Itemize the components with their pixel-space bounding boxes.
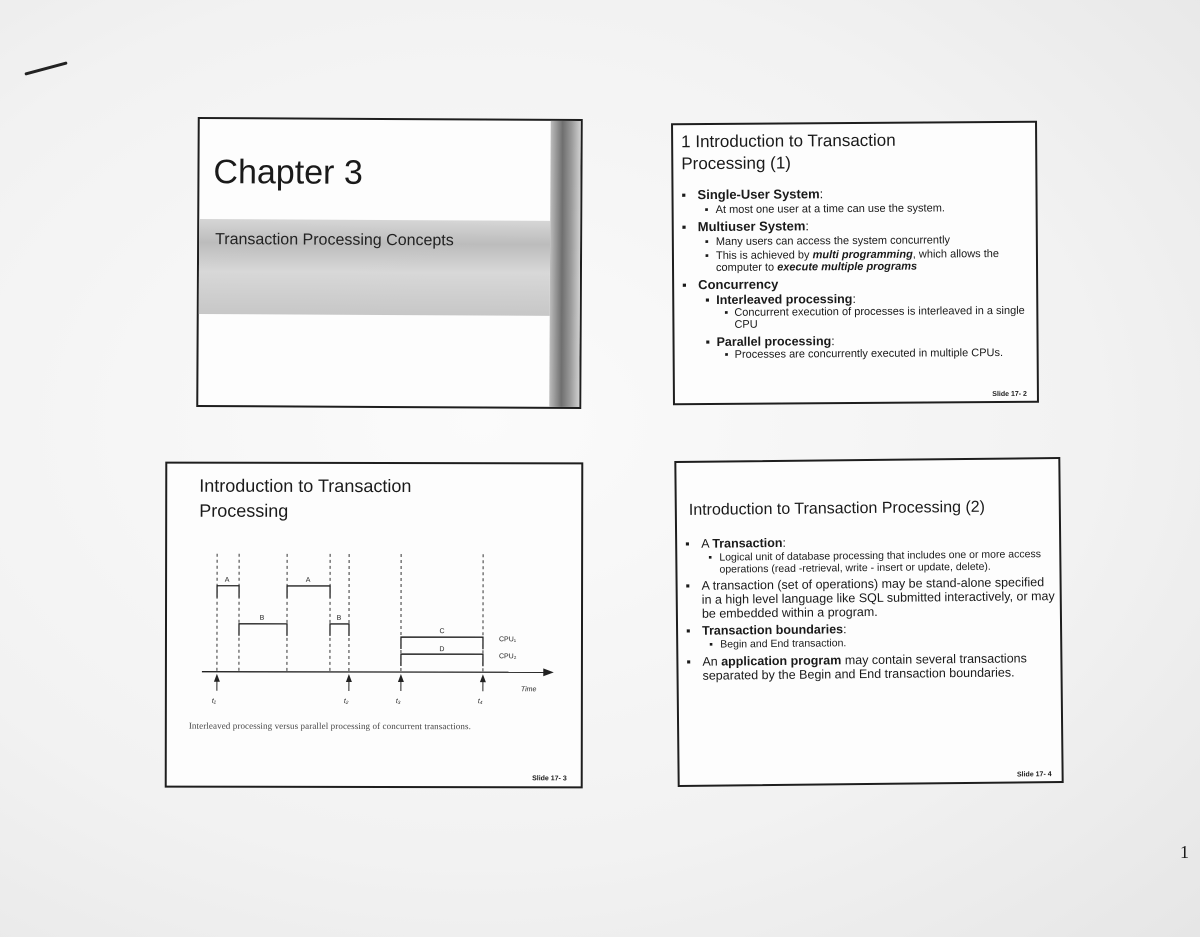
slide-4-heading: Introduction to Transaction Processing (2) (688, 498, 986, 519)
diagram-labels (212, 577, 537, 706)
label-cpu1: CPU₁ (498, 636, 517, 644)
label-t4: t₄ (477, 698, 483, 706)
multiuser-desc2-pre: This is achieved by (715, 249, 813, 262)
b4-bold: application program (721, 652, 842, 669)
slide-2-heading (681, 129, 981, 175)
bullet-single-user-desc: ▪ At most one user at a time can use the system. (674, 202, 1032, 216)
label-time: Time (520, 686, 537, 694)
diagram-markers (214, 674, 486, 691)
bullet-interleaved: ▪ Interleaved processing: (674, 290, 1032, 308)
label-t3: t₃ (395, 698, 401, 706)
bullet-parallel-desc: ▪ Processes are concurrently executed in multiple CPUs. (675, 348, 1033, 362)
multiuser-desc2-em: multi programming (812, 248, 913, 262)
slide-2-heading-line2: Processing (1) (681, 153, 791, 174)
slide-4 (674, 457, 1063, 787)
multiuser-label: Multiuser System (697, 218, 806, 235)
label-A-2: A (305, 576, 311, 584)
label-C: C (439, 628, 445, 636)
bullet-boundaries: ▪ Transaction boundaries: (678, 620, 1056, 638)
slide-2 (671, 121, 1039, 406)
slide-3-heading (199, 474, 499, 525)
bullet-transaction: ▪ A Transaction: (677, 533, 1055, 551)
b4-post: may contain several transactions separated by the Begin and End transaction boundaries. (702, 650, 1027, 683)
label-t2: t₂ (343, 697, 349, 705)
bullet-concurrency: ▪ Concurrency (674, 275, 1032, 292)
slide-3-heading-line2: Processing (199, 500, 289, 521)
label-cpu2: CPU₂ (498, 653, 517, 661)
b1-bold: Transaction (712, 535, 783, 551)
interleaved-vs-parallel-diagram (187, 546, 567, 707)
bar-D (401, 654, 483, 666)
slide-4-bullets (677, 533, 1057, 682)
bullet-multiuser-desc-2 (674, 248, 1032, 274)
time-axis-arrow (544, 669, 552, 675)
label-B-1: B (259, 614, 265, 622)
bar-B-2 (330, 624, 349, 636)
bullet-boundaries-desc: ▪ Begin and End transaction. (678, 636, 1056, 651)
single-user-label: Single-User System (697, 186, 820, 203)
multiuser-desc2-mid: , which allows the computer to (715, 247, 1000, 274)
diagram-bars (202, 586, 552, 676)
bullet-multiuser: ▪ Multiuser System: (674, 217, 1032, 234)
slide-2-bullets (673, 185, 1032, 362)
b3-bold: Transaction boundaries (702, 622, 844, 638)
bullet-transaction-desc: ▪ Logical unit of database processing that includes one or more access operations (read -retrieval, write - insert or update, delete). (677, 549, 1055, 576)
slide-2-number: Slide 17- 2 (992, 390, 1027, 399)
diagram-guides (217, 554, 483, 674)
bullet-parallel: ▪ Parallel processing: (674, 332, 1032, 350)
slide-3-number: Slide 17- 3 (532, 775, 567, 783)
bullet-single-user: ▪ Single-User System: (673, 185, 1031, 202)
bullet-stand-alone: ▪ A transaction (set of operations) may be stand-alone specified in a high level language like SQL submitted interactively, or may be embedded within a program. (678, 575, 1056, 621)
slide-4-number: Slide 17- 4 (1016, 771, 1052, 779)
bar-B-1 (239, 624, 287, 636)
bullet-application-program (678, 651, 1056, 683)
bullet-multiuser-desc-1: ▪ Many users can access the system concurrently (674, 234, 1032, 248)
slide-1 (196, 117, 583, 409)
bullet-interleaved-desc: ▪ Concurrent execution of processes is interleaved in a single CPU (674, 306, 1032, 331)
page-number: 1 (1180, 842, 1189, 862)
interleaved-label: Interleaved processing (716, 292, 853, 307)
label-D: D (439, 646, 445, 654)
slide-3-caption: Interleaved processing versus parallel processing of concurrent transactions. (188, 720, 471, 732)
slide-1-title: Chapter 3 (213, 153, 363, 192)
pen-mark (24, 61, 67, 75)
label-A-1: A (224, 576, 230, 584)
bar-A-2 (287, 586, 330, 598)
label-B-2: B (336, 614, 342, 622)
time-axis (202, 672, 552, 673)
multiuser-desc2-em2: execute multiple programs (777, 260, 918, 274)
slide-3 (165, 462, 584, 789)
slide-1-side-strip (549, 121, 580, 407)
parallel-label: Parallel processing (716, 334, 832, 349)
slide-2-heading-line1: 1 Introduction to Transaction (681, 130, 896, 152)
bar-A-1 (217, 586, 239, 598)
slide-3-heading-line1: Introduction to Transaction (199, 475, 412, 497)
label-t1: t₁ (211, 697, 217, 705)
b4-pre: An (702, 654, 722, 669)
b1-pre: A (701, 536, 713, 551)
slide-1-subtitle: Transaction Processing Concepts (215, 231, 454, 250)
